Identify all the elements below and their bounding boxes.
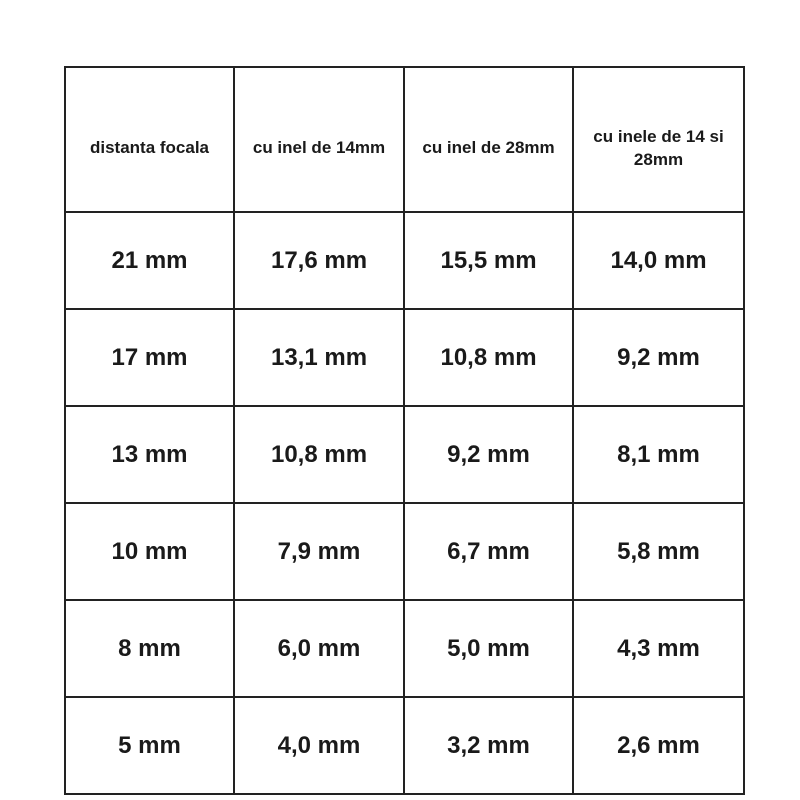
cell-ring14: 4,0 mm xyxy=(234,697,404,794)
table-row xyxy=(65,309,744,406)
cell-ring28: 10,8 mm xyxy=(404,309,573,406)
cell-focal: 8 mm xyxy=(65,600,234,697)
cell-rings-both: 4,3 mm xyxy=(573,600,744,697)
table-row xyxy=(65,406,744,503)
cell-ring28: 6,7 mm xyxy=(404,503,573,600)
cell-rings-both: 5,8 mm xyxy=(573,503,744,600)
cell-ring14: 7,9 mm xyxy=(234,503,404,600)
cell-ring14: 13,1 mm xyxy=(234,309,404,406)
cell-ring14: 6,0 mm xyxy=(234,600,404,697)
cell-focal: 13 mm xyxy=(65,406,234,503)
header-cell-ring-28mm: cu inel de 28mm xyxy=(404,67,573,212)
cell-ring28: 15,5 mm xyxy=(404,212,573,309)
cell-ring28: 5,0 mm xyxy=(404,600,573,697)
header-row xyxy=(65,67,744,212)
header-cell-rings-14-and-28mm: cu inele de 14 si 28mm xyxy=(573,67,744,212)
table-header xyxy=(65,67,744,212)
cell-ring14: 17,6 mm xyxy=(234,212,404,309)
header-cell-focal-distance: distanta focala xyxy=(65,67,234,212)
table-row xyxy=(65,600,744,697)
cell-focal: 5 mm xyxy=(65,697,234,794)
cell-rings-both: 8,1 mm xyxy=(573,406,744,503)
cell-focal: 21 mm xyxy=(65,212,234,309)
table-row xyxy=(65,503,744,600)
cell-focal: 10 mm xyxy=(65,503,234,600)
cell-rings-both: 14,0 mm xyxy=(573,212,744,309)
cell-focal: 17 mm xyxy=(65,309,234,406)
cell-rings-both: 2,6 mm xyxy=(573,697,744,794)
header-cell-ring-14mm: cu inel de 14mm xyxy=(234,67,404,212)
table-row xyxy=(65,697,744,794)
cell-ring14: 10,8 mm xyxy=(234,406,404,503)
cell-ring28: 3,2 mm xyxy=(404,697,573,794)
table-row xyxy=(65,212,744,309)
cell-rings-both: 9,2 mm xyxy=(573,309,744,406)
focal-distance-table xyxy=(64,66,745,795)
cell-ring28: 9,2 mm xyxy=(404,406,573,503)
table-body xyxy=(65,212,744,794)
